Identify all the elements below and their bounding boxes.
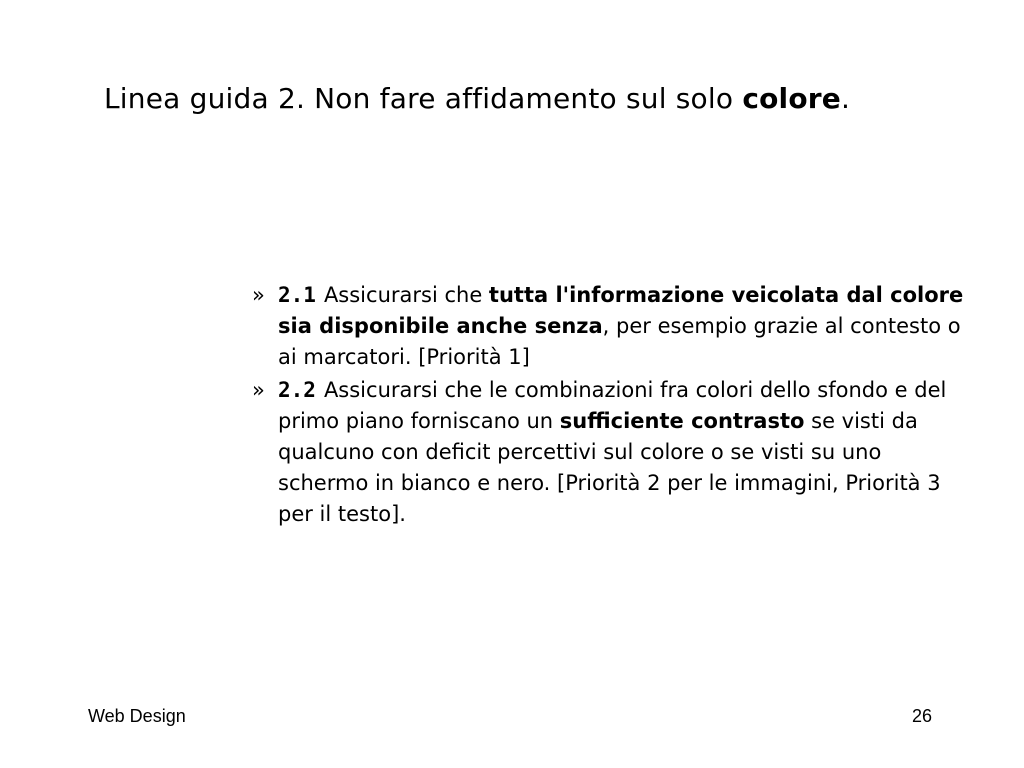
title-period: . — [840, 82, 851, 115]
checkpoint-emphasis: sufficiente contrasto — [559, 409, 805, 433]
bullet-marker: » — [252, 378, 265, 402]
checkpoint-number: 2.1 — [278, 283, 316, 307]
slide-title — [104, 82, 850, 115]
title-emphasis: colore — [742, 82, 841, 115]
checkpoint-text-end: se visti da qualcuno con deficit percettivi sul colore o se visti su uno schermo in bianco e nero. [Priorità 2 per le immagini, Priorità 3 per il testo]. — [278, 409, 941, 526]
list-item — [252, 375, 972, 530]
page-number: 26 — [912, 706, 933, 726]
footer-course-name: Web Design — [88, 706, 186, 726]
checkpoint-number: 2.2 — [278, 378, 316, 402]
list-item — [252, 280, 972, 373]
checkpoint-emphasis: tutta l'informazione veicolata dal colore sia disponibile anche senza — [278, 283, 964, 338]
guideline-list — [252, 280, 972, 532]
title-text: Linea guida 2. Non fare affidamento sul solo — [104, 82, 743, 115]
checkpoint-text-end: , per esempio grazie al contesto o ai marcatori. [Priorità 1] — [278, 314, 961, 369]
bullet-marker: » — [252, 283, 265, 307]
checkpoint-text: Assicurarsi che — [323, 283, 489, 307]
checkpoint-text: Assicurarsi che le combinazioni fra colori dello sfondo e del primo piano forniscano un — [278, 378, 947, 433]
